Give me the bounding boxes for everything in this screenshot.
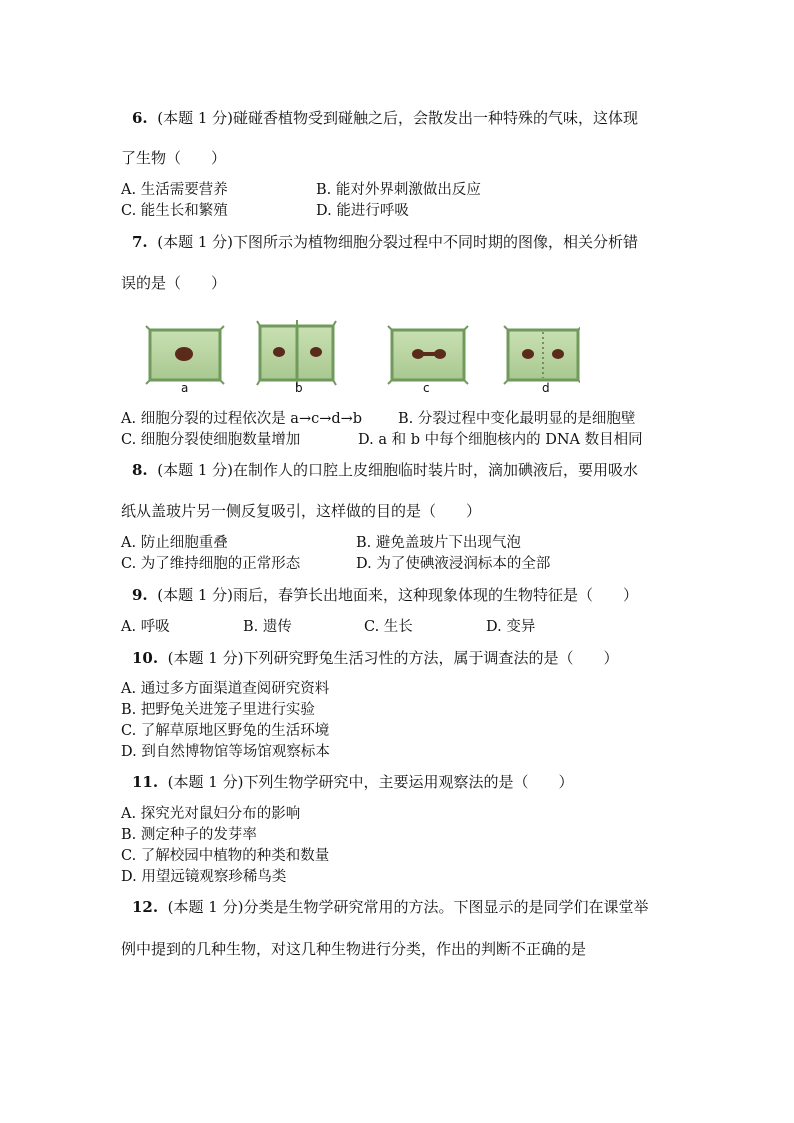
q10-option-a[interactable]: A. 通过多方面渠道查阅研究资料 [121, 681, 330, 697]
q8-stem1: 在制作人的口腔上皮细胞临时装片时，滴加碘液后，要用吸水 [233, 461, 639, 479]
q7-option-d[interactable]: D. a 和 b 中每个细胞核内的 DNA 数目相同 [358, 432, 643, 448]
q9-stem1: 雨后，春笋长出地面来，这种现象体现的生物特征是（ ） [233, 586, 639, 604]
cell-c [388, 326, 468, 384]
q10-stem-line1 [132, 648, 618, 668]
q9-score: (本题 1 分) [157, 586, 234, 604]
q9-number: 9. [132, 586, 148, 604]
q6-option-c[interactable]: C. 能生长和繁殖 [121, 203, 228, 219]
q11-option-c[interactable]: C. 了解校园中植物的种类和数量 [121, 848, 330, 864]
q12-score: (本题 1 分) [167, 898, 244, 916]
q6-option-b[interactable]: B. 能对外界刺激做出反应 [316, 182, 481, 198]
q8-stem-line2: 纸从盖玻片另一侧反复吸引，这样做的目的是（ ） [121, 502, 482, 520]
figure-label-b: b [295, 381, 303, 395]
q7-option-b[interactable]: B. 分裂过程中变化最明显的是细胞壁 [398, 411, 636, 427]
q7-score: (本题 1 分) [157, 233, 234, 251]
q6-option-d[interactable]: D. 能进行呼吸 [316, 203, 409, 219]
q12-number: 12. [132, 898, 159, 916]
q10-option-c[interactable]: C. 了解草原地区野兔的生活环境 [121, 723, 330, 739]
q6-stem-line2: 了生物（ ） [121, 149, 227, 167]
q10-stem1: 下列研究野兔生活习性的方法，属于调查法的是（ ） [243, 649, 619, 667]
q11-option-d[interactable]: D. 用望远镜观察珍稀鸟类 [121, 869, 287, 885]
q11-score: (本题 1 分) [167, 773, 244, 791]
q8-option-d[interactable]: D. 为了使碘液浸润标本的全部 [356, 556, 551, 572]
q6-stem1: 碰碰香植物受到碰触之后，会散发出一种特殊的气味，这体现 [233, 109, 639, 127]
cell-division-figure [140, 318, 580, 400]
q8-option-c[interactable]: C. 为了维持细胞的正常形态 [121, 556, 301, 572]
q7-number: 7. [132, 233, 148, 251]
q10-score: (本题 1 分) [167, 649, 244, 667]
q8-option-a[interactable]: A. 防止细胞重叠 [121, 535, 228, 551]
q7-option-c[interactable]: C. 细胞分裂使细胞数量增加 [121, 432, 301, 448]
cell-d [504, 326, 580, 384]
q10-option-d[interactable]: D. 到自然博物馆等场馆观察标本 [121, 744, 330, 760]
q7-option-a[interactable]: A. 细胞分裂的过程依次是 a→c→d→b [121, 411, 363, 427]
q8-option-b[interactable]: B. 避免盖玻片下出现气泡 [356, 535, 521, 551]
cell-b [257, 320, 336, 386]
q6-option-a[interactable]: A. 生活需要营养 [121, 182, 228, 198]
q6-number: 6. [132, 109, 148, 127]
q9-stem-line1 [132, 585, 638, 605]
q12-stem-line2: 例中提到的几种生物，对这几种生物进行分类，作出的判断不正确的是 [121, 940, 587, 958]
q11-option-a[interactable]: A. 探究光对鼠妇分布的影响 [121, 806, 301, 822]
q10-option-b[interactable]: B. 把野兔关进笼子里进行实验 [121, 702, 315, 718]
figure-label-c: c [423, 381, 430, 395]
cell-a [146, 326, 224, 384]
q8-score: (本题 1 分) [157, 461, 234, 479]
figure-label-d: d [542, 381, 550, 395]
figure-label-a: a [181, 381, 189, 395]
q11-stem1: 下列生物学研究中，主要运用观察法的是（ ） [243, 773, 574, 791]
q7-stem-line2: 误的是（ ） [121, 274, 227, 292]
q11-option-b[interactable]: B. 测定种子的发芽率 [121, 827, 257, 843]
q7-stem-line1 [132, 232, 638, 252]
q6-score: (本题 1 分) [157, 109, 234, 127]
q9-option-c[interactable]: C. 生长 [364, 619, 413, 635]
q8-stem-line1 [132, 460, 638, 480]
q11-stem-line1 [132, 772, 573, 792]
q10-number: 10. [132, 649, 159, 667]
q12-stem-line1 [132, 897, 648, 917]
q7-stem1: 下图所示为植物细胞分裂过程中不同时期的图像，相关分析错 [233, 233, 639, 251]
q12-stem1: 分类是生物学研究常用的方法。下图显示的是同学们在课堂举 [243, 898, 649, 916]
q11-number: 11. [132, 773, 159, 791]
q9-option-a[interactable]: A. 呼吸 [121, 619, 170, 635]
q6-stem-line1 [132, 108, 638, 128]
q9-option-b[interactable]: B. 遗传 [243, 619, 292, 635]
q9-option-d[interactable]: D. 变异 [486, 619, 536, 635]
q8-number: 8. [132, 461, 148, 479]
